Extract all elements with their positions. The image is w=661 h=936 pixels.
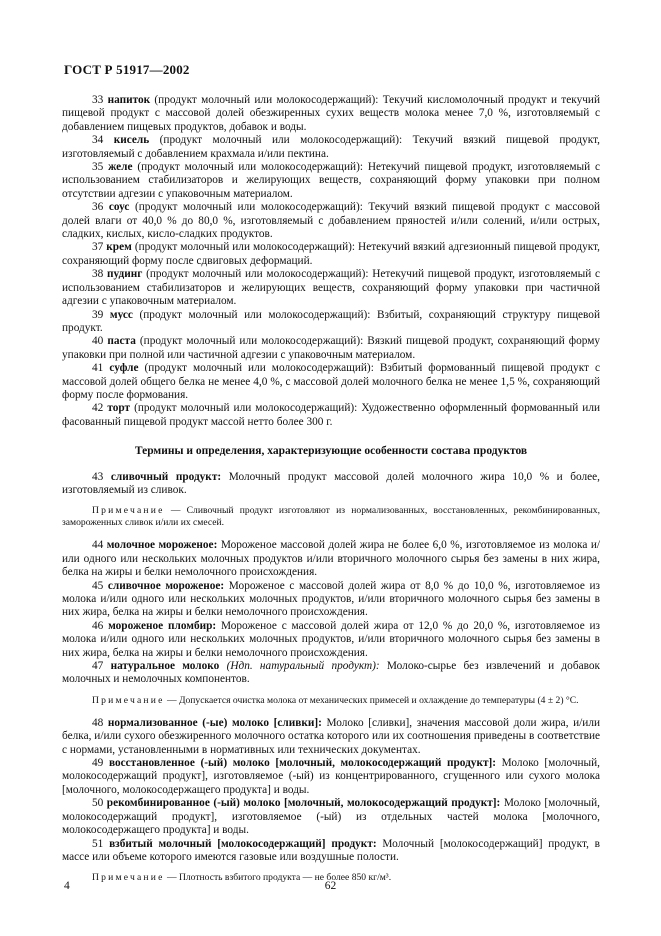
- entry-definition: Мороженое с массовой долей жира от 8,0 % до 10,0 %, изготовляемое из молока и/или одного или нескольких молочных продуктов, и/или вторичного молочного сырья без замены в них жира, белка на жиры и белки немолочного происхождения.: [62, 579, 600, 619]
- term-entry-47: [62, 660, 600, 687]
- footer-page-number: 62: [324, 880, 337, 892]
- term-entry-42: [62, 402, 600, 429]
- entry-definition: Взбитый формованный пищевой продукт с массовой долей общего белка не менее 4,0 %, с массовой долей молочного белка не менее 1,5 %, сохраняющий форму после формования.: [62, 362, 601, 401]
- entry-definition: Молоко [молочный, молокосодержащий продукт], изготовляемое (-ый) из концентрированного, сгущенного или сухого молока [молочного, молокосодержащего продукта] и воды.: [62, 757, 601, 796]
- term-entry-39: [62, 309, 600, 336]
- entry-term: натуральное молоко: [110, 660, 220, 673]
- entry-qualifier: (продукт молочный или молокосодержащий):: [137, 161, 363, 174]
- entry-number: 47: [92, 660, 104, 673]
- entry-number: 41: [92, 362, 104, 375]
- entry-term: напиток: [107, 94, 151, 106]
- entry-number: 34: [92, 134, 104, 147]
- term-entry-35: [62, 161, 600, 201]
- note-text: — Сливочный продукт изготовляют из нормализованных, восстановленных, рекомбинированных, замороженных сливок и/или их смесей.: [62, 505, 600, 529]
- term-entry-37: [62, 241, 600, 268]
- term-entry-38: [62, 268, 600, 308]
- footer-page-left: 4: [64, 880, 70, 892]
- entry-qualifier: (продукт молочный или молокосодержащий):: [134, 241, 356, 254]
- term-entry-41: [62, 362, 600, 402]
- entry-term: рекомбинированное (-ый) молоко [молочный, молокосодержащий продукт]:: [106, 797, 501, 810]
- entry-term: торт: [107, 402, 131, 415]
- entry-number: 44: [92, 539, 104, 552]
- entry-qualifier: (продукт молочный или молокосодержащий):: [134, 402, 358, 415]
- note-text: — Допускается очистка молока от механических примесей и охлаждение до температуры (4 ± 2) °С.: [166, 694, 579, 706]
- entry-definition: Молоко [сливки], значения массовой доли жира, и/или белка, и/или сухого обезжиренного молочного остатка которого или их соотношения приведены в соответствие с нормами, установленными в нормативных или технических документах.: [62, 716, 601, 756]
- entry-definition: Нетекучий пищевой продукт, изготовляемый с использованием стабилизаторов и желирующих веществ, сохраняющий форму упаковки при полном отсутствии адгезии с упаковочным материалом.: [62, 161, 600, 200]
- entry-definition: Нетекучий пищевой продукт, изготовляемый с использованием стабилизаторов и желирующих веществ, сохраняющий форму упаковки при частичной адгезии с упаковочным материалом.: [62, 268, 601, 308]
- entry-definition: Молоко [молочный, молокосодержащий продукт], изготовляемое (-ый) из отдельных частей молока [молочного, молокосодержащего продукта] и воды.: [62, 797, 601, 837]
- entry-qualifier: (продукт молочный или молокосодержащий):: [154, 94, 379, 106]
- entry-definition: Мороженое массовой долей жира не более 6,0 %, изготовляемое из молока и/или одного или нескольких молочных продуктов и/или вторичного молочного сырья без замены в них жира, белка на жиры и белки немолочного происхождения.: [62, 539, 601, 579]
- term-entry-51: [62, 838, 600, 865]
- term-entry-46: [62, 620, 600, 660]
- term-entry-50: [62, 797, 600, 837]
- entry-number: 43: [92, 470, 104, 483]
- entry-term: желе: [108, 161, 133, 174]
- note-1: [62, 505, 600, 529]
- term-entry-36: [62, 201, 600, 241]
- entry-term: нормализованное (-ые) молоко [сливки]:: [107, 716, 322, 729]
- entry-term: восстановленное (-ый) молоко [молочный, молокосодержащий продукт]:: [108, 757, 497, 770]
- entry-term: взбитый молочный [молокосодержащий] продукт:: [109, 837, 377, 850]
- entry-number: 46: [92, 619, 104, 632]
- entry-term: сливочное мороженое:: [107, 579, 225, 592]
- entry-term: кисель: [113, 134, 150, 147]
- entry-qualifier: (продукт молочный или молокосодержащий):: [139, 308, 371, 321]
- entry-definition: Текучий кисломолочный продукт и текучий пищевой продукт с массовой долей обезжиренных сухих веществ молока менее 7,0 %, изготовляемый с добавлением пищевых продуктов, добавок и воды.: [62, 94, 601, 133]
- entries-group-a: [62, 94, 600, 429]
- entry-alt-term: (Ндп. натуральный продукт):: [226, 660, 380, 673]
- entry-term: сливочный продукт:: [110, 470, 222, 483]
- entry-number: 40: [92, 335, 104, 348]
- entry-definition: Нетекучий вязкий адгезионный пищевой продукт, сохраняющий форму после сдвиговых деформаций.: [62, 241, 601, 267]
- term-entry-40: [62, 335, 600, 362]
- entry-number: 38: [92, 268, 104, 281]
- note-label: Примечание: [92, 872, 165, 884]
- entries-group-c: [62, 717, 600, 864]
- entry-number: 33: [92, 94, 104, 106]
- note-2: [62, 695, 600, 707]
- entries-group-b: [62, 539, 600, 660]
- entry-number: 50: [92, 797, 104, 810]
- entry-number: 49: [92, 757, 104, 770]
- entry-number: 42: [92, 402, 104, 415]
- note-label: Примечание: [92, 694, 165, 706]
- term-entry-49: [62, 757, 600, 797]
- entry-number: 39: [92, 308, 104, 321]
- entry-definition: Молочный [молокосодержащий] продукт, в массе или объеме которого имеются газовые или воздушные полости.: [62, 837, 601, 863]
- entry-qualifier: (продукт молочный или молокосодержащий):: [139, 335, 364, 348]
- entry-qualifier: (продукт молочный или молокосодержащий):: [144, 362, 374, 375]
- term-entry-44: [62, 539, 600, 579]
- entry-definition: Молоко-сырье без извлечений и добавок молочных и немолочных компонентов.: [62, 660, 600, 686]
- note-text: — Плотность взбитого продукта — не более 850 кг/м³.: [166, 872, 392, 884]
- term-entry-34: [62, 134, 600, 161]
- document-header: ГОСТ Р 51917—2002: [64, 62, 190, 77]
- entry-term: паста: [107, 335, 136, 348]
- entry-term: мусс: [109, 308, 133, 321]
- document-body: [62, 94, 600, 894]
- entry-definition: Вязкий пищевой продукт, сохраняющий форму упаковки при полной или частичной адгезии с упаковочным материалом.: [62, 335, 601, 361]
- entry-number: 51: [92, 837, 104, 850]
- entry-term: крем: [106, 241, 132, 254]
- term-entry-33: [62, 94, 600, 134]
- entry-qualifier: (продукт молочный или молокосодержащий):: [159, 134, 403, 147]
- entry-definition: Молочный продукт массовой долей молочного жира 10,0 % и более, изготовляемый из сливок.: [62, 470, 600, 496]
- entry-number: 48: [92, 716, 104, 729]
- entry-number: 45: [92, 579, 104, 592]
- entry-definition: Текучий вязкий пищевой продукт, изготовляемый с добавлением крахмала и/или пектина.: [62, 134, 600, 160]
- entry-term: молочное мороженое:: [106, 539, 218, 552]
- entry-number: 37: [92, 241, 104, 254]
- entry-definition: Текучий вязкий пищевой продукт с массовой долей влаги от 40,0 % до 80,0 %, изготовляемый с добавлением пряностей и/или солений, и/или острых, сладких, кислых, кисло-сладких продуктов.: [62, 201, 601, 241]
- entry-qualifier: (продукт молочный или молокосодержащий):: [134, 201, 363, 214]
- entry-definition: Художественно оформленный формованный или фасованный пищевой продукт массой нетто более 300 г.: [62, 402, 601, 428]
- entry-definition: Взбитый, сохраняющий структуру пищевой продукт.: [62, 308, 600, 334]
- entry-definition: Мороженое с массовой долей жира от 12,0 % до 20,0 %, изготовляемое из молока и/или одного или нескольких молочных продуктов, и/или вторичного молочного сырья без замены в них жира, белка на жиры и белки немолочного происхождения.: [62, 619, 601, 659]
- entry-term: суфле: [109, 362, 139, 375]
- note-label: Примечание: [92, 505, 165, 517]
- term-entry-43: [62, 471, 600, 498]
- section-title: Термины и определения, характеризующие особенности состава продуктов: [134, 445, 528, 458]
- term-entry-48: [62, 717, 600, 757]
- entry-qualifier: (продукт молочный или молокосодержащий):: [146, 268, 369, 281]
- term-entry-45: [62, 580, 600, 620]
- entry-number: 36: [92, 201, 104, 214]
- entry-term: пудинг: [107, 268, 143, 281]
- entry-term: мороженое пломбир:: [108, 619, 217, 632]
- entry-term: соус: [108, 201, 130, 214]
- entry-number: 35: [92, 161, 104, 174]
